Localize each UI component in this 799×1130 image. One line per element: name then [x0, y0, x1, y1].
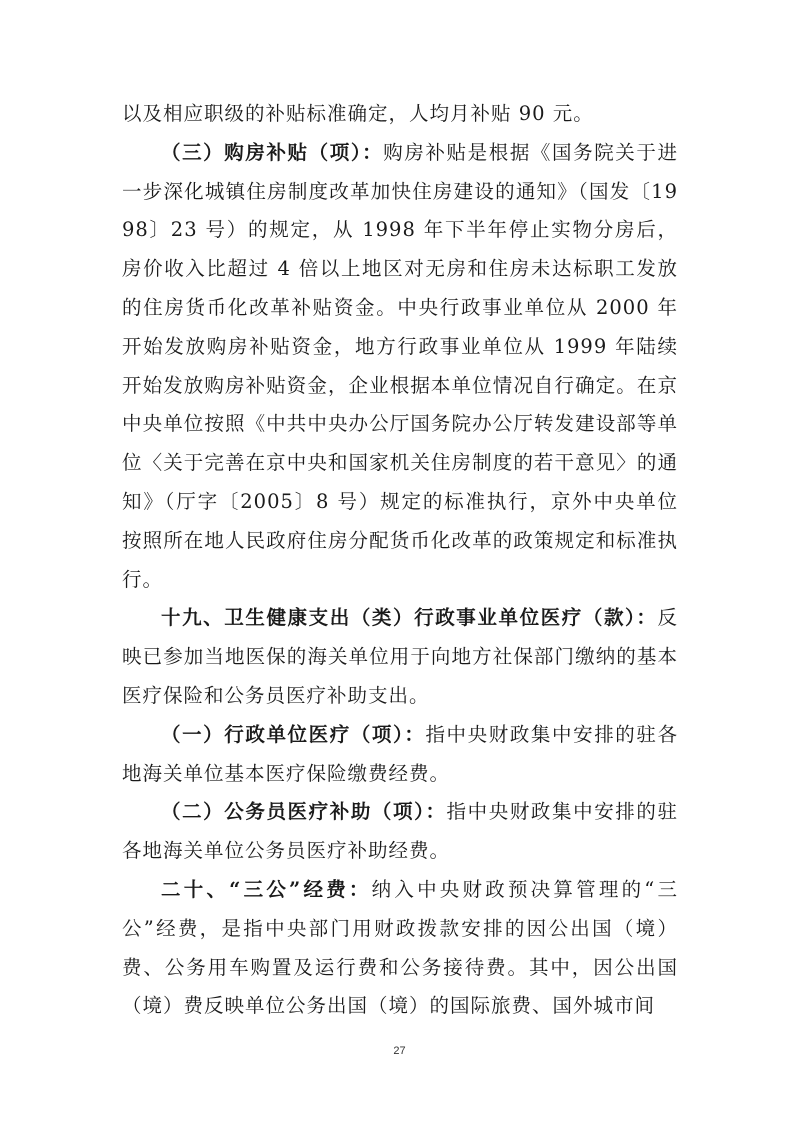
paragraph-text: 指中央财政集中安排的驻各地海关单位基本医疗保险缴费经费。: [122, 722, 678, 785]
page-number: 27: [393, 1045, 406, 1057]
paragraph-text: 以及相应职级的补贴标准确定，人均月补贴 90 元。: [122, 102, 594, 125]
paragraph-living-subsidy-continued: [122, 95, 678, 134]
paragraph-text: 购房补贴是根据《国务院关于进一步深化城镇住房制度改革加快住房建设的通知》（国发〔1998〕23 号）的规定，从 1998 年下半年停止实物分房后，房价收入比超过 4 倍以上地区对无房和住房未达标职工发放的住房货币化改革补贴资金。中央行政事业单位从 2000 年开始发放购房补贴资金，地方行政事业单位从 1999 年陆续开始发放购房补贴资金，企业根据本单位情况自行确定。在京中央单位按照《中共中央办公厅国务院办公厅转发建设部等单位〈关于完善在京中央和国家机关住房制度的若干意见〉的通知》（厅字〔2005〕8 号）规定的标准执行，京外中央单位按照所在地人民政府住房分配货币化改革的政策规定和标准执行。: [122, 140, 678, 591]
paragraph-text: 反映已参加当地医保的海关单位用于向地方社保部门缴纳的基本医疗保险和公务员医疗补助支出。: [122, 606, 678, 707]
paragraph-three-public-expenses: [122, 871, 678, 1026]
paragraph-text: 纳入中央财政预决算管理的“三公”经费，是指中央部门用财政拨款安排的因公出国（境）费、公务用车购置及运行费和公务接待费。其中，因公出国（境）费反映单位公务出国（境）的国际旅费、国外城市间: [122, 877, 678, 1018]
section-heading-three-public-expenses: 二十、“三公”经费：: [161, 877, 372, 901]
paragraph-administrative-medical: [122, 716, 678, 794]
paragraph-health-expenditure: [122, 599, 678, 715]
section-heading-civil-servant-medical-subsidy: （二）公务员医疗补助（项）：: [161, 800, 447, 824]
paragraph-text: 指中央财政集中安排的驻各地海关单位公务员医疗补助经费。: [122, 800, 678, 863]
paragraph-civil-servant-medical-subsidy: [122, 793, 678, 871]
page-content: [122, 95, 678, 1026]
paragraph-housing-purchase-subsidy: [122, 134, 678, 600]
section-heading-administrative-medical: （一）行政单位医疗（项）：: [161, 722, 426, 746]
section-heading-health-expenditure: 十九、卫生健康支出（类）行政事业单位医疗（款）：: [161, 606, 658, 630]
section-heading-housing-purchase-subsidy: （三）购房补贴（项）：: [161, 140, 384, 164]
